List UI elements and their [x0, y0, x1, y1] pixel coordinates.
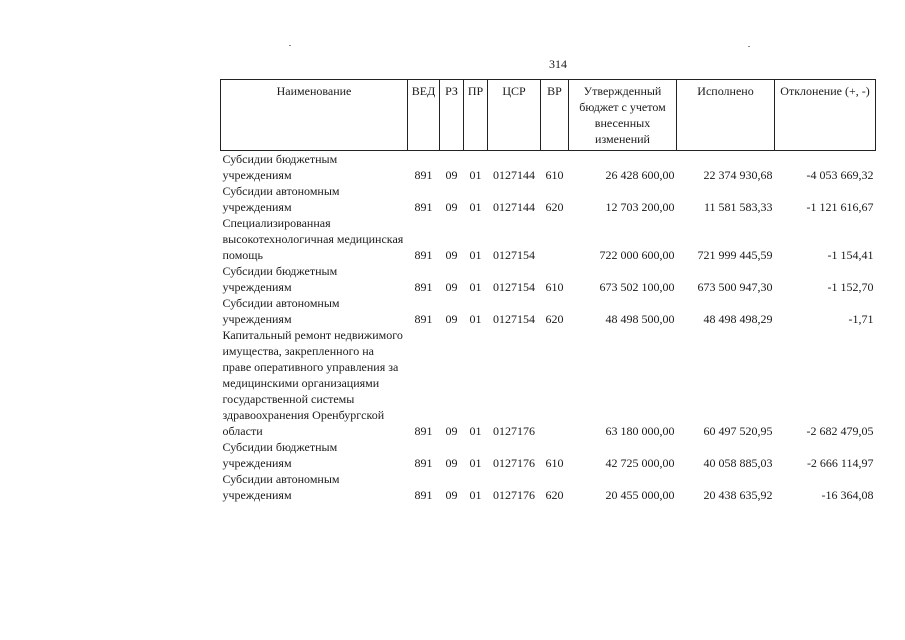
table-header-row — [221, 80, 876, 151]
table-row — [221, 151, 876, 184]
header-csr: ЦСР — [488, 80, 541, 151]
budget-table — [220, 79, 876, 503]
table-row — [221, 295, 876, 327]
row-name: Субсидии бюджетным учреждениям — [222, 152, 338, 182]
row-deviation: -2 682 479,05 — [806, 424, 874, 438]
header-executed: Исполнено — [677, 80, 775, 151]
row-approved: 673 502 100,00 — [599, 280, 675, 294]
row-executed: 673 500 947,30 — [697, 280, 773, 294]
row-deviation: -1 152,70 — [827, 280, 874, 294]
row-csr: 0127176 — [493, 424, 535, 438]
row-ved: 891 — [414, 248, 433, 262]
row-executed: 11 581 583,33 — [703, 200, 773, 214]
page-number: 314 — [549, 57, 567, 71]
table-row — [221, 215, 876, 263]
row-deviation: -1,71 — [848, 312, 874, 326]
row-executed: 40 058 885,03 — [703, 456, 773, 470]
row-name: Субсидии бюджетным учреждениям — [222, 440, 338, 470]
row-rz: 09 — [445, 312, 458, 326]
row-pr: 01 — [469, 248, 482, 262]
row-pr: 01 — [469, 312, 482, 326]
table-row — [221, 439, 876, 471]
row-ved: 891 — [414, 424, 433, 438]
row-approved: 26 428 600,00 — [605, 168, 675, 182]
row-rz: 09 — [445, 168, 458, 182]
row-name: Субсидии автономным учреждениям — [222, 184, 340, 214]
row-deviation: -16 364,08 — [821, 488, 874, 502]
row-rz: 09 — [445, 424, 458, 438]
header-approved: Утвержденный бюджет с учетом внесенных изменений — [569, 80, 677, 151]
row-executed: 48 498 498,29 — [703, 312, 773, 326]
row-vr: 610 — [545, 456, 564, 470]
row-rz: 09 — [445, 248, 458, 262]
row-name: Субсидии автономным учреждениям — [222, 472, 340, 502]
row-csr: 0127176 — [493, 456, 535, 470]
row-csr: 0127154 — [493, 280, 535, 294]
row-ved: 891 — [414, 312, 433, 326]
table-row — [221, 263, 876, 295]
row-vr: 620 — [545, 200, 564, 214]
row-csr: 0127144 — [493, 168, 535, 182]
row-pr: 01 — [469, 456, 482, 470]
row-ved: 891 — [414, 456, 433, 470]
row-ved: 891 — [414, 280, 433, 294]
row-csr: 0127144 — [493, 200, 535, 214]
row-deviation: -1 154,41 — [827, 248, 874, 262]
row-rz: 09 — [445, 488, 458, 502]
header-ved: ВЕД — [408, 80, 440, 151]
header-deviation: Отклонение (+, -) — [775, 80, 876, 151]
row-pr: 01 — [469, 280, 482, 294]
row-pr: 01 — [469, 488, 482, 502]
row-approved: 20 455 000,00 — [605, 488, 675, 502]
scan-speck — [289, 45, 291, 46]
table-row — [221, 327, 876, 439]
row-approved: 12 703 200,00 — [605, 200, 675, 214]
row-executed: 60 497 520,95 — [703, 424, 773, 438]
row-approved: 42 725 000,00 — [605, 456, 675, 470]
row-executed: 22 374 930,68 — [703, 168, 773, 182]
row-pr: 01 — [469, 168, 482, 182]
row-deviation: -2 666 114,97 — [806, 456, 874, 470]
row-vr — [541, 327, 569, 439]
row-approved: 722 000 600,00 — [599, 248, 675, 262]
scan-speck — [748, 46, 750, 47]
row-name: Капитальный ремонт недвижимого имущества, закрепленного на праве оперативного управления за медицинскими организациями государственной системы здравоохранения Оренбургской области — [222, 328, 403, 438]
row-rz: 09 — [445, 280, 458, 294]
row-ved: 891 — [414, 168, 433, 182]
header-pr: ПР — [464, 80, 488, 151]
row-deviation: -4 053 669,32 — [806, 168, 874, 182]
row-ved: 891 — [414, 200, 433, 214]
header-vr: ВР — [541, 80, 569, 151]
row-approved: 63 180 000,00 — [605, 424, 675, 438]
row-pr: 01 — [469, 200, 482, 214]
row-name: Субсидии бюджетным учреждениям — [222, 264, 338, 294]
row-vr: 620 — [545, 488, 564, 502]
header-rz: РЗ — [440, 80, 464, 151]
row-approved: 48 498 500,00 — [605, 312, 675, 326]
row-executed: 721 999 445,59 — [697, 248, 773, 262]
row-csr: 0127154 — [493, 312, 535, 326]
row-rz: 09 — [445, 456, 458, 470]
row-csr: 0127176 — [493, 488, 535, 502]
row-vr: 610 — [545, 280, 564, 294]
row-name: Специализированная высокотехнологичная медицинская помощь — [222, 216, 404, 262]
row-pr: 01 — [469, 424, 482, 438]
row-vr: 610 — [545, 168, 564, 182]
table-row — [221, 183, 876, 215]
row-name: Субсидии автономным учреждениям — [222, 296, 340, 326]
row-vr — [541, 215, 569, 263]
header-name: Наименование — [221, 80, 408, 151]
row-executed: 20 438 635,92 — [703, 488, 773, 502]
row-csr: 0127154 — [493, 248, 535, 262]
row-vr: 620 — [545, 312, 564, 326]
row-ved: 891 — [414, 488, 433, 502]
table-row — [221, 471, 876, 503]
row-rz: 09 — [445, 200, 458, 214]
row-deviation: -1 121 616,67 — [806, 200, 874, 214]
